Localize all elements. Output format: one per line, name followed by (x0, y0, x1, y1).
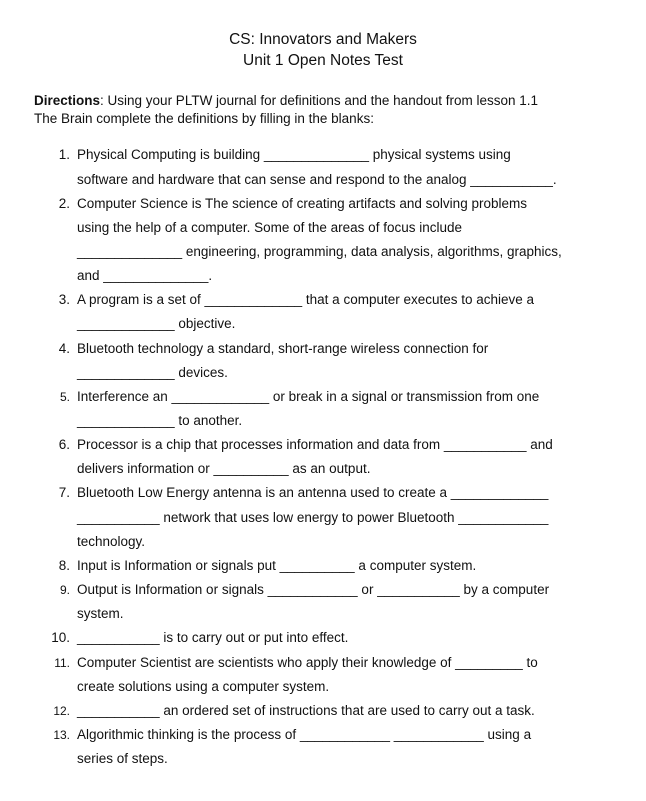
question-number: 1. (58, 147, 70, 162)
question-line: Processor is a chip that processes information and data from ___________ and (77, 437, 553, 452)
question-line: Interference an _____________ or break in a signal or transmission from one (77, 389, 540, 404)
question-line: system. (77, 606, 124, 621)
question-line: create solutions using a computer system. (77, 679, 330, 694)
question-number: 10. (51, 630, 70, 645)
question-line: Output is Information or signals ____________ or ___________ by a computer (77, 582, 550, 597)
question-line: ______________ engineering, programming, data analysis, algorithms, graphics, (77, 244, 562, 259)
question-line: ___________ is to carry out or put into effect. (77, 630, 349, 645)
page-subtitle: Unit 1 Open Notes Test (243, 52, 403, 69)
question-number: 12. (53, 704, 70, 718)
question-number: 8. (58, 558, 70, 573)
question-line: _____________ objective. (77, 316, 236, 331)
question-line: Bluetooth Low Energy antenna is an antenna used to create a _____________ (77, 485, 549, 500)
question-number: 9. (59, 583, 70, 597)
question-line: _____________ to another. (77, 413, 243, 428)
question-line: ___________ network that uses low energy to power Bluetooth ____________ (77, 510, 549, 525)
question-line: A program is a set of _____________ that a computer executes to achieve a (77, 292, 535, 307)
directions-text-2: The Brain complete the definitions by filling in the blanks: (34, 111, 374, 126)
question-line: series of steps. (77, 751, 168, 766)
question-number: 6. (58, 437, 70, 452)
directions-text-1: : Using your PLTW journal for definitions and the handout from lesson 1.1 (100, 93, 539, 108)
question-line: Bluetooth technology a standard, short-range wireless connection for (77, 341, 489, 356)
question-line: Input is Information or signals put __________ a computer system. (77, 558, 477, 573)
question-line: delivers information or __________ as an output. (77, 461, 371, 476)
directions (34, 93, 538, 108)
question-line: ___________ an ordered set of instructions that are used to carry out a task. (77, 703, 535, 718)
question-line: Computer Scientist are scientists who apply their knowledge of _________ to (77, 655, 538, 670)
question-line: Physical Computing is building ______________ physical systems using (77, 147, 511, 162)
question-number: 2. (58, 196, 70, 211)
question-line: Computer Science is The science of creating artifacts and solving problems (77, 196, 527, 211)
directions-label: Directions (34, 93, 101, 108)
question-number: 4. (58, 341, 70, 356)
question-number: 13. (53, 728, 70, 742)
question-number: 3. (58, 292, 70, 307)
page-title: CS: Innovators and Makers (229, 31, 417, 48)
question-line: technology. (77, 534, 146, 549)
question-number: 11. (54, 656, 70, 670)
question-line: software and hardware that can sense and respond to the analog ___________. (77, 172, 557, 187)
question-number: 7. (58, 485, 70, 500)
question-line: and ______________. (77, 268, 213, 283)
question-line: Algorithmic thinking is the process of ____________ ____________ using a (77, 727, 532, 742)
question-line: _____________ devices. (77, 365, 228, 380)
question-line: using the help of a computer. Some of the areas of focus include (77, 220, 462, 235)
question-number: 5. (59, 390, 70, 404)
